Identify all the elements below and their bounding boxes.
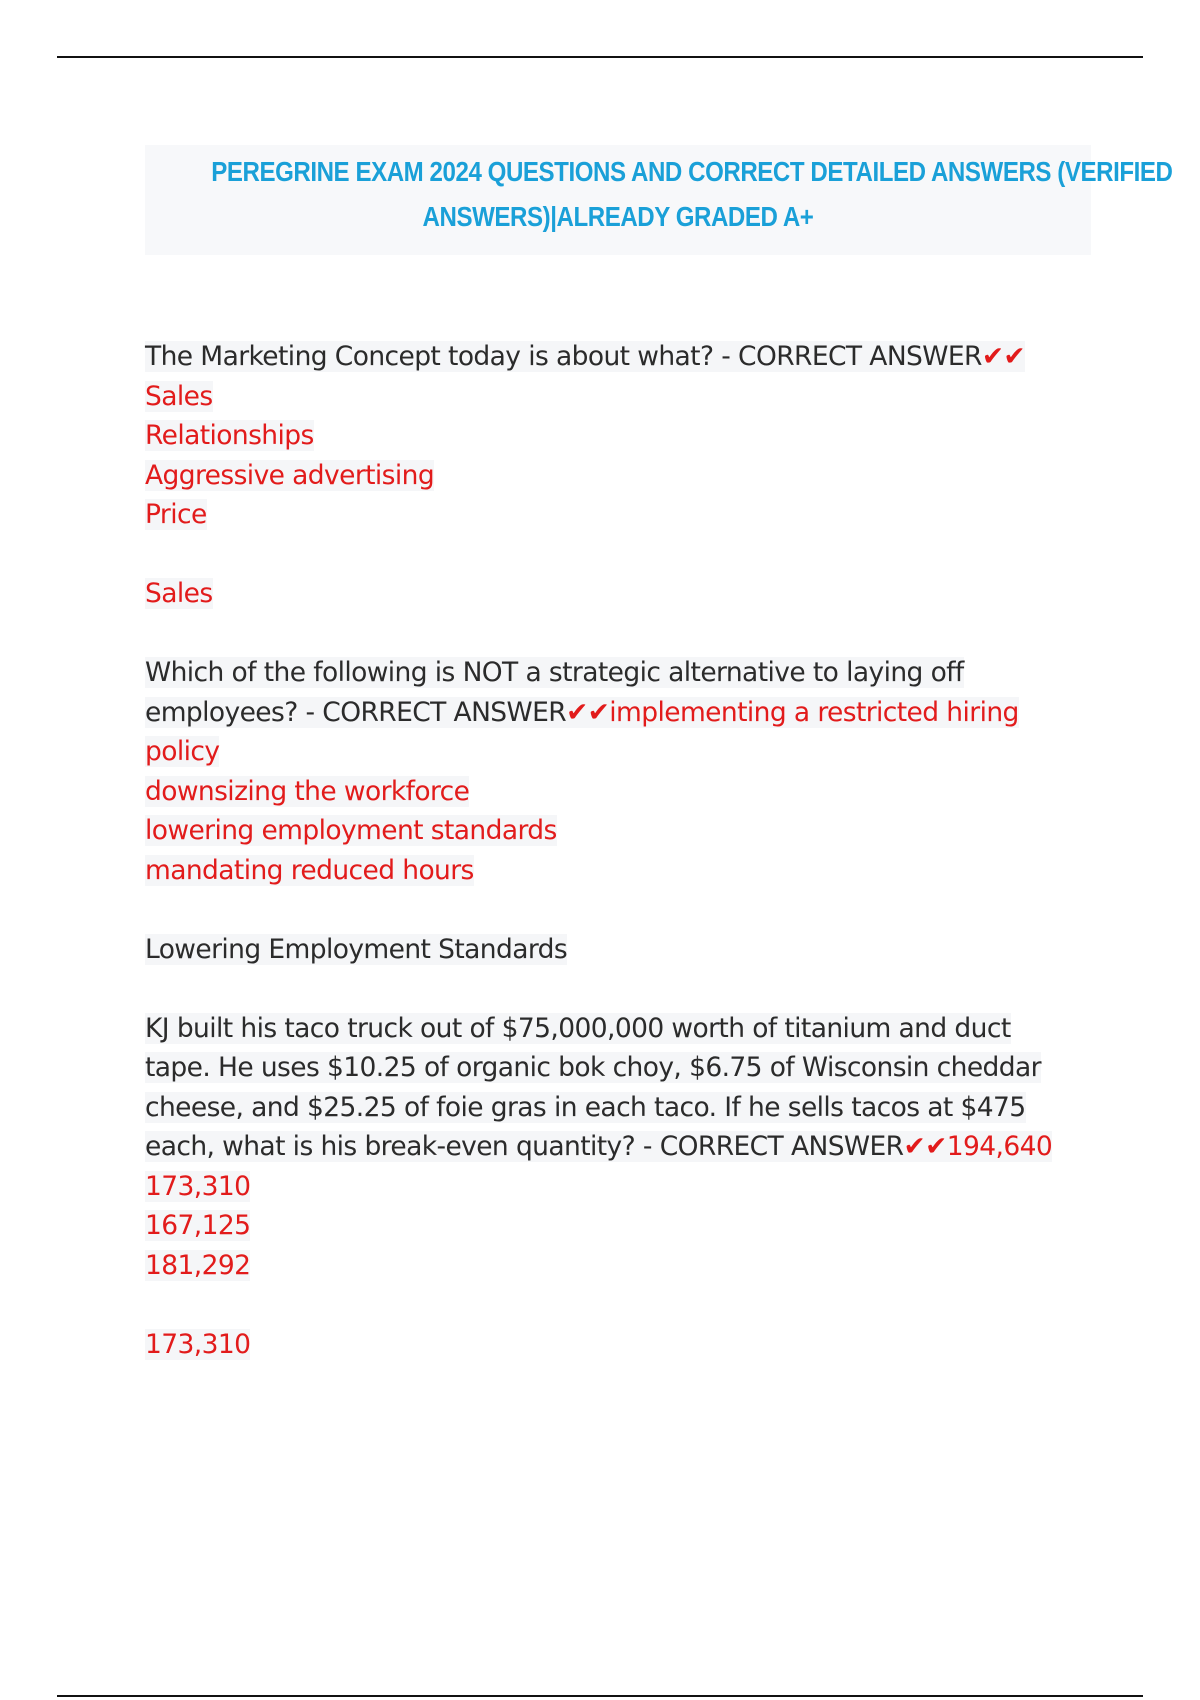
question-3-option: 167,125 — [145, 1210, 251, 1241]
spacer — [145, 1285, 1105, 1325]
check-icon: ✔✔ — [903, 1131, 947, 1162]
title-line-2: ANSWERS)|ALREADY GRADED A+ — [422, 201, 814, 232]
question-2-text: employees? — [145, 696, 298, 728]
question-2-option: implementing a restricted hiring — [609, 696, 1019, 728]
question-1 — [145, 337, 1105, 377]
question-3-text: each, what is his break-even quantity? — [145, 1131, 636, 1162]
document-title — [145, 145, 1173, 255]
spacer — [145, 969, 1105, 1009]
correct-answer-marker: - CORRECT ANSWER — [635, 1131, 904, 1162]
question-3-option: 181,292 — [145, 1249, 251, 1281]
question-2-answer: Lowering Employment Standards — [145, 933, 568, 965]
question-2-option: downsizing the workforce — [145, 775, 470, 807]
question-1-option: Sales — [145, 380, 213, 412]
correct-answer-marker: - CORRECT ANSWER — [297, 696, 567, 728]
question-3-option: 173,310 — [145, 1170, 251, 1202]
spacer — [145, 535, 1105, 575]
question-3-answer: 173,310 — [145, 1328, 251, 1360]
check-icon: ✔✔ — [981, 341, 1026, 372]
question-2-option: policy — [145, 736, 220, 767]
question-1-option: Aggressive advertising — [145, 459, 435, 491]
question-1-option: Relationships — [145, 420, 314, 451]
correct-answer-marker: - CORRECT ANSWER — [713, 341, 982, 372]
question-3-line-4 — [145, 1127, 1105, 1167]
spacer — [145, 890, 1105, 930]
question-3-line-1: KJ built his taco truck out of $75,000,000 worth of titanium and duct — [145, 1012, 1011, 1044]
question-3-option: 194,640 — [946, 1131, 1053, 1162]
spacer — [145, 614, 1105, 654]
check-icon: ✔✔ — [566, 696, 610, 728]
question-2-line-2 — [145, 693, 1105, 733]
question-3-line-3: cheese, and $25.25 of foie gras in each taco. If he sells tacos at $475 — [145, 1091, 1026, 1123]
question-1-option: Price — [145, 499, 207, 530]
question-2-option: lowering employment standards — [145, 815, 557, 846]
bottom-rule — [57, 1695, 1143, 1697]
question-2-option: mandating reduced hours — [145, 854, 474, 886]
question-3-line-2: tape. He uses $10.25 of organic bok choy, $6.75 of Wisconsin cheddar — [145, 1052, 1041, 1083]
document-body — [145, 337, 1105, 1364]
question-2-line-1: Which of the following is NOT a strategic alternative to laying off — [145, 657, 964, 688]
question-1-answer: Sales — [145, 578, 213, 609]
question-1-text: The Marketing Concept today is about what? — [145, 341, 714, 372]
top-rule — [57, 56, 1143, 58]
title-line-1: PEREGRINE EXAM 2024 QUESTIONS AND CORRECT DETAILED ANSWERS (VERIFIED — [211, 156, 1173, 187]
